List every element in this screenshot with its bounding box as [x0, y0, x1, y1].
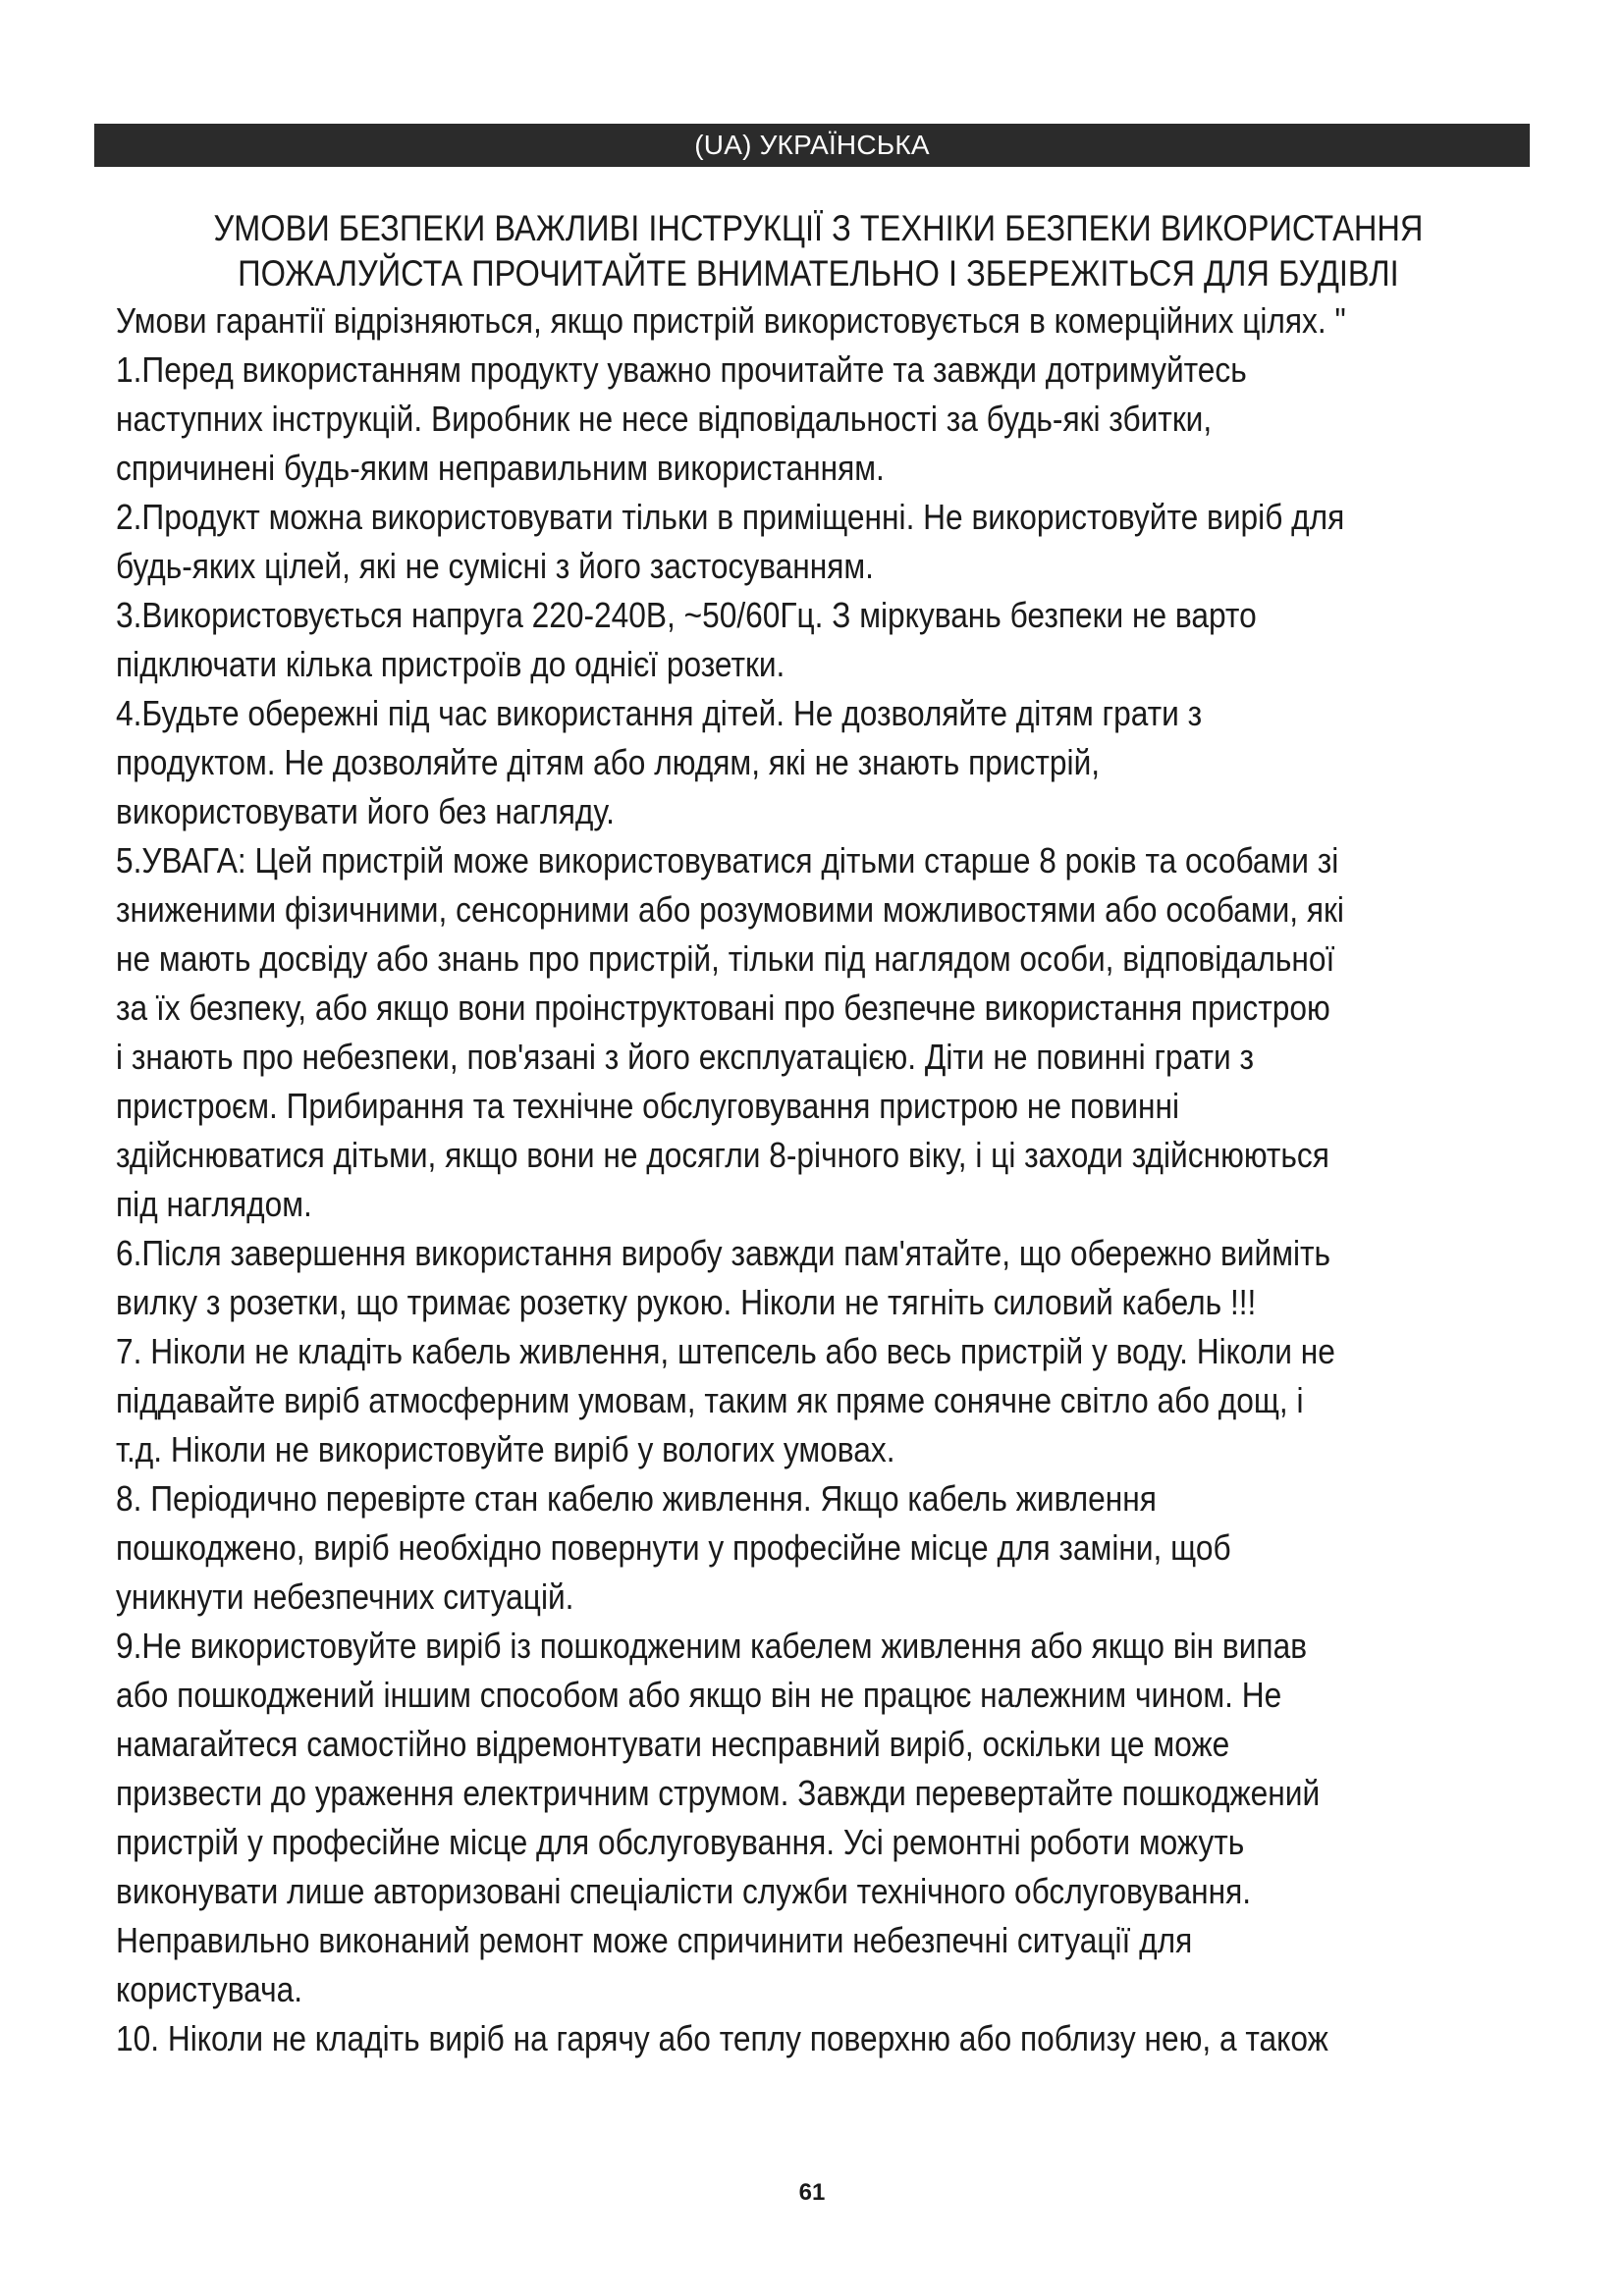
language-header-bar	[94, 124, 1530, 167]
text-line: користувача.	[116, 1969, 303, 2009]
text-line: наступних інструкцій. Виробник не несе відповідальності за будь-які збитки,	[116, 399, 1213, 439]
document-body	[116, 206, 1530, 2063]
text-line: 3.Використовується напруга 220-240В, ~50/60Гц. З міркувань безпеки не варто	[116, 595, 1257, 635]
text-line: за їх безпеку, або якщо вони проінструктовані про безпечне використання пристрою	[116, 988, 1330, 1028]
text-line: 7. Ніколи не кладіть кабель живлення, штепсель або весь пристрій у воду. Ніколи не	[116, 1331, 1335, 1371]
safety-instructions-text	[116, 296, 1530, 2063]
text-line: піддавайте виріб атмосферним умовам, таким як пряме сонячне світло або дощ, і	[116, 1380, 1304, 1420]
page-number: 61	[798, 2179, 826, 2206]
text-line: 2.Продукт можна використовувати тільки в приміщенні. Не використовуйте виріб для	[116, 497, 1345, 537]
text-line: здійснюватися дітьми, якщо вони не досягли 8-річного віку, і ці заходи здійснюються	[116, 1135, 1329, 1175]
text-line: під наглядом.	[116, 1184, 312, 1224]
text-line: будь-яких цілей, які не сумісні з його застосуванням.	[116, 546, 874, 586]
text-line: пошкоджено, виріб необхідно повернути у професійне місце для заміни, щоб	[116, 1527, 1231, 1568]
text-line: 4.Будьте обережні під час використання дітей. Не дозволяйте дітям грати з	[116, 693, 1203, 733]
title-line-1: УМОВИ БЕЗПЕКИ ВАЖЛИВІ ІНСТРУКЦІЇ З ТЕХНІКИ БЕЗПЕКИ ВИКОРИСТАННЯ	[213, 208, 1424, 248]
text-line: 6.Після завершення використання виробу завжди пам'ятайте, що обережно вийміть	[116, 1233, 1331, 1273]
text-line: пристроєм. Прибирання та технічне обслуговування пристрою не повинні	[116, 1086, 1180, 1126]
text-line: і знають про небезпеки, пов'язані з його експлуатацією. Діти не повинні грати з	[116, 1037, 1255, 1077]
text-line: призвести до ураження електричним струмом. Завжди перевертайте пошкоджений	[116, 1773, 1321, 1813]
text-line: не мають досвіду або знань про пристрій, тільки під наглядом особи, відповідальної	[116, 938, 1335, 979]
text-line: Неправильно виконаний ремонт може спричинити небезпечні ситуації для	[116, 1920, 1193, 1960]
text-line: 1.Перед використанням продукту уважно прочитайте та завжди дотримуйтесь	[116, 349, 1247, 390]
text-line: Умови гарантії відрізняються, якщо пристрій використовується в комерційних цілях. "	[116, 300, 1346, 341]
text-line: виконувати лише авторизовані спеціалісти служби технічного обслуговування.	[116, 1871, 1252, 1911]
text-line: або пошкоджений іншим способом або якщо він не працює належним чином. Не	[116, 1675, 1282, 1715]
title-line-2: ПОЖАЛУЙСТА ПРОЧИТАЙТЕ ВНИМАТЕЛЬНО І ЗБЕРЕЖІТЬСЯ ДЛЯ БУДІВЛІ	[238, 253, 1399, 294]
text-line: уникнути небезпечних ситуацій.	[116, 1576, 574, 1617]
text-line: використовувати його без нагляду.	[116, 791, 615, 831]
text-line: 5.УВАГА: Цей пристрій може використовуватися дітьми старше 8 років та особами зі	[116, 840, 1339, 881]
text-line: зниженими фізичними, сенсорними або розумовими можливостями або особами, які	[116, 889, 1344, 930]
text-line: спричинені будь-яким неправильним використанням.	[116, 448, 885, 488]
document-title	[116, 206, 1530, 296]
language-label: (UA) УКРАЇНСЬКА	[694, 130, 930, 160]
text-line: продуктом. Не дозволяйте дітям або людям, які не знають пристрій,	[116, 742, 1101, 782]
text-line: 10. Ніколи не кладіть виріб на гарячу або теплу поверхню або поблизу нею, а також	[116, 2018, 1328, 2058]
text-line: намагайтеся самостійно відремонтувати несправний виріб, оскільки це може	[116, 1724, 1230, 1764]
text-line: 9.Не використовуйте виріб із пошкодженим кабелем живлення або якщо він випав	[116, 1626, 1308, 1666]
text-line: 8. Періодично перевірте стан кабелю живлення. Якщо кабель живлення	[116, 1478, 1157, 1519]
text-line: вилку з розетки, що тримає розетку рукою. Ніколи не тягніть силовий кабель !!!	[116, 1282, 1257, 1322]
text-line: пристрій у професійне місце для обслуговування. Усі ремонтні роботи можуть	[116, 1822, 1245, 1862]
text-line: підключати кілька пристроїв до однієї розетки.	[116, 644, 785, 684]
text-line: т.д. Ніколи не використовуйте виріб у вологих умовах.	[116, 1429, 895, 1469]
